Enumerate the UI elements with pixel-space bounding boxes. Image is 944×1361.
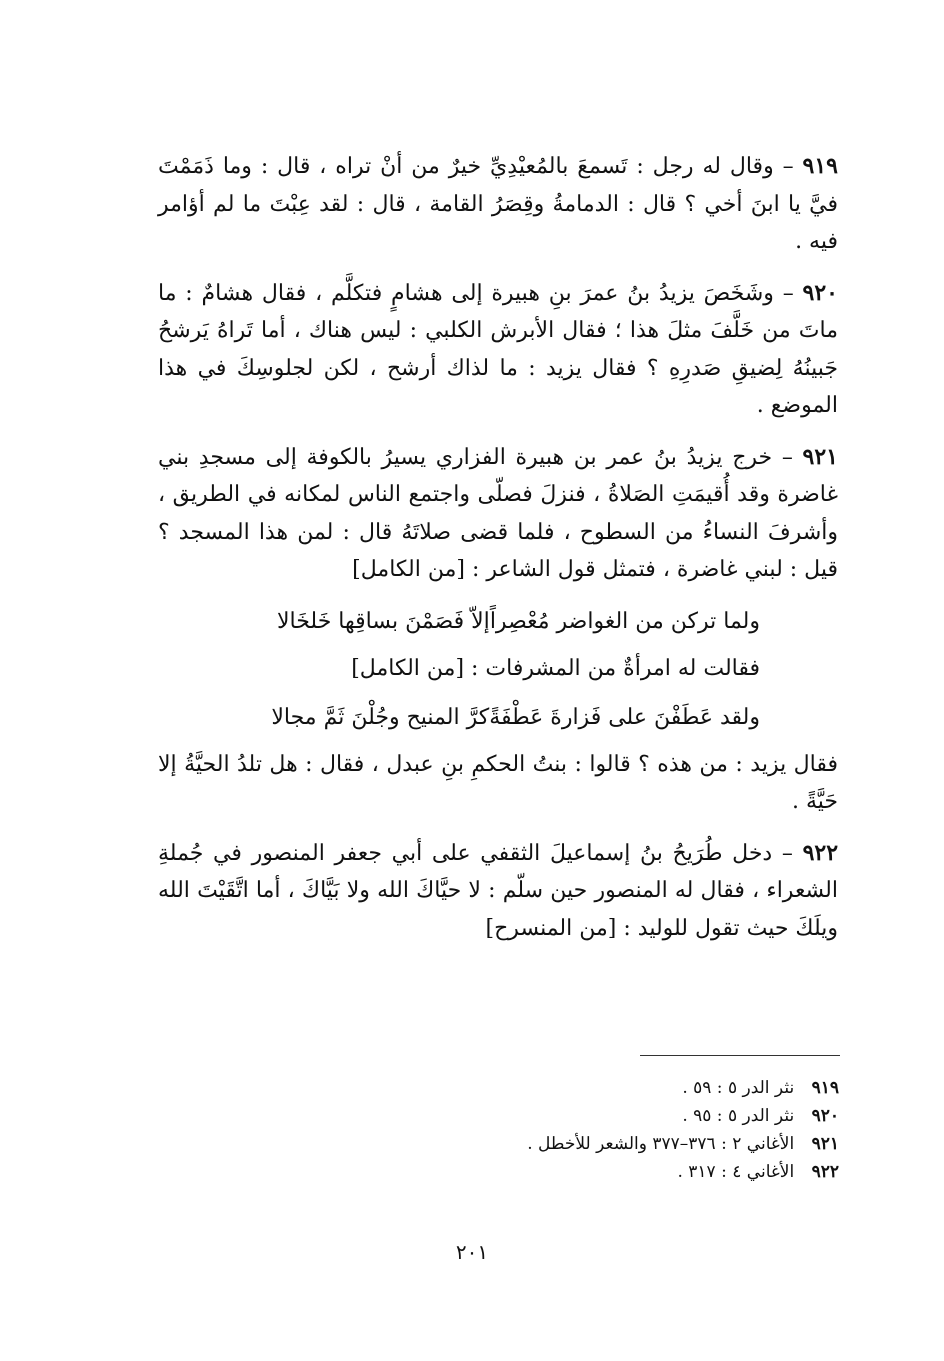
meter-label: [من الكامل] <box>352 557 465 582</box>
footnote-item <box>527 1102 839 1130</box>
page-number: ٢٠١ <box>455 1240 489 1264</box>
paragraph-text: – وشَخَصَ يزيدُ بنُ عمرَ بنِ هبيرة إلى هشامٍ فتكلَّم ، فقال هشامٌ : ما ماتَ من خَلَّفَ مثلَ هذا ؛ فقال الأبرش الكلبي : ليس هناك ، أما تَراهُ يَرشحُ جَبينُهُ لِضيقِ صَدرِهِ ؟ فقال يزيد : ما لذاك أرشح ، لكن لجلوسِكَ في هذا الموضع . <box>158 280 838 418</box>
paragraph-text: – خرج يزيدُ بنُ عمر بن هبيرة الفزاري يسيرُ بالكوفة إلى مسجدِ بني غاضرة وقد أُقيمَتِ الصَلاةُ ، فنزلَ فصلّى واجتمع الناس لمكانه في الطريق ، وأشرفَ النساءُ من السطوح ، فلما قضى صلاتَهُ قال : لمن هذا المسجد ؟ قيل : لبني غاضرة ، فتمثل قول الشاعر : <box>158 444 838 582</box>
paragraph-922 <box>158 835 838 948</box>
footnote-text: نثر الدر ٥ : ٩٥ . <box>682 1106 795 1126</box>
footnote-number: ٩٢٠ <box>811 1106 839 1126</box>
footnote-text: الأغاني ٤ : ٣١٧ . <box>677 1162 795 1182</box>
entry-number: ٩١٩ <box>802 153 838 179</box>
paragraph-920 <box>158 275 838 425</box>
footnote-number: ٩٢٢ <box>811 1162 839 1182</box>
footnote-text: الأغاني ٢ : ٣٧٦–٣٧٧ والشعر للأخطل . <box>527 1134 795 1154</box>
footnote-separator <box>640 1055 840 1056</box>
verse-1 <box>276 603 838 640</box>
paragraph-text: – وقال له رجل : تَسمعَ بالمُعيْدِيِّ خيرٌ من أنْ تراه ، قال : وما ذَمَمْتَ فيَّ يا ابنَ أخي ؟ قال : الدمامةُ وقِصَرُ القامة ، قال : لقد عِبْتَ ما لم أؤامر فيه . <box>158 154 838 254</box>
verse-first-hemistich: ولقد عَطَفْنَ على فَزارةَ عَطْفَةً <box>489 704 760 730</box>
footnote-text: نثر الدر ٥ : ٥٩ . <box>682 1078 795 1098</box>
paragraph-after-verse <box>158 746 838 821</box>
footnotes <box>527 1074 839 1186</box>
entry-number: ٩٢٠ <box>802 279 838 306</box>
footnote-item <box>527 1158 839 1186</box>
entry-number: ٩٢١ <box>802 443 838 470</box>
footnote-item <box>527 1130 839 1158</box>
paragraph-text: فقال يزيد : من هذه ؟ قالوا : بنتُ الحكمِ بنِ عبدل ، فقال : هل تلدُ الحيَّةُ إلا حَيَّةً . <box>158 751 838 814</box>
verse-2 <box>271 699 838 736</box>
meter-label: [من المنسرح] <box>485 915 617 941</box>
paragraph-921 <box>158 439 838 589</box>
paragraph-919 <box>158 148 838 261</box>
entry-number: ٩٢٢ <box>802 839 839 866</box>
footnote-item <box>527 1074 839 1102</box>
verse-intro-text: فقالت له امرأةٌ من المشرفات : <box>471 655 760 681</box>
verse-first-hemistich: ولما تركن من الغواضر مُعْصِراً <box>489 608 760 634</box>
meter-label: [من الكامل] <box>351 655 465 681</box>
footnote-number: ٩١٩ <box>811 1078 839 1098</box>
verse-second-hemistich: كرَّ المنيح وجُلْنَ ثَمَّ مجالا <box>271 704 490 730</box>
footnote-number: ٩٢١ <box>811 1134 839 1154</box>
page-body <box>158 148 838 961</box>
paragraph-text: – دخل طُرَيحُ بنُ إسماعيلَ الثقفي على أبي جعفر المنصور في جُملةِ الشعراء ، فقال له المنصور حين سلّم : لا حيَّاكَ الله ولا بَيَّاكَ ، أما اتَّقَيْتَ الله ويلَكَ حيث تقول للوليد : <box>158 840 838 941</box>
verse-second-hemistich: إلاّ فَصَمْنَ بساقِها خَلخَالا <box>276 608 490 634</box>
verse-intro <box>158 650 838 687</box>
